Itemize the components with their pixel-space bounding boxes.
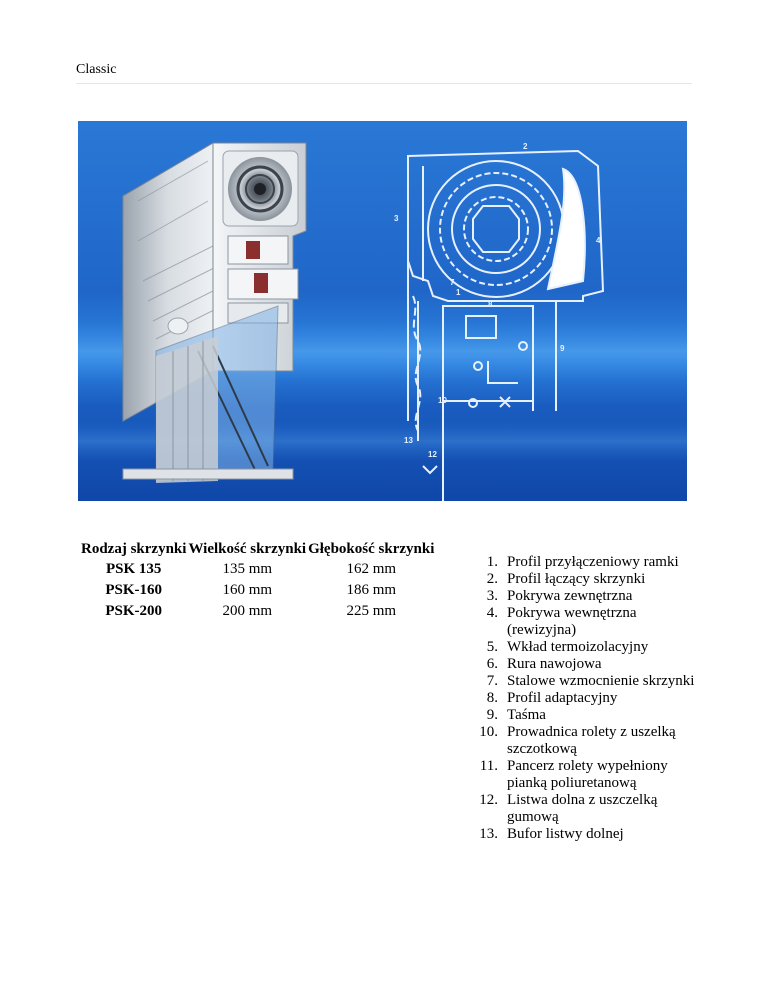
list-label: Profil łączący skrzynki xyxy=(507,571,646,587)
list-item xyxy=(470,588,702,605)
list-item xyxy=(470,792,702,826)
list-number: 10. xyxy=(479,724,498,740)
page-header: Classic xyxy=(76,62,117,77)
list-number: 8. xyxy=(486,690,498,706)
list-item xyxy=(470,673,702,690)
callout-12: 12 xyxy=(428,450,437,459)
list-item xyxy=(470,758,702,792)
list-label: Bufor listwy dolnej xyxy=(507,826,624,842)
table-cell: PSK 135 xyxy=(106,561,162,577)
callout-2: 2 xyxy=(523,142,528,151)
callout-3: 3 xyxy=(394,214,399,223)
list-item xyxy=(470,571,702,588)
table-cell: 135 mm xyxy=(222,561,273,577)
table-cell: 162 mm xyxy=(346,561,397,577)
list-label: Stalowe wzmocnienie skrzynki xyxy=(507,673,695,689)
list-label: Pokrywa wewnętrzna (rewizyjna) xyxy=(507,605,637,638)
list-number: 12. xyxy=(479,792,498,808)
list-item xyxy=(470,826,702,843)
list-number: 11. xyxy=(479,758,498,774)
list-label: Pokrywa zewnętrzna xyxy=(507,588,633,604)
table-row xyxy=(80,581,435,602)
callout-1: 1 xyxy=(456,288,461,297)
list-label: Pancerz rolety wypełniony pianką poliuretanową xyxy=(507,758,668,791)
roller-shutter-image xyxy=(78,121,687,501)
box-spec-table xyxy=(80,541,435,623)
callout-4: 4 xyxy=(596,236,601,245)
list-label: Wkład termoizolacyjny xyxy=(507,639,649,655)
list-number: 4. xyxy=(486,605,498,621)
callout-10: 10 xyxy=(438,396,447,405)
table-cell: 160 mm xyxy=(222,582,273,598)
table-row xyxy=(80,560,435,581)
table-cell: 186 mm xyxy=(346,582,397,598)
list-item xyxy=(470,707,702,724)
table-row xyxy=(80,602,435,623)
list-item xyxy=(470,656,702,673)
list-number: 13. xyxy=(479,826,498,842)
list-number: 9. xyxy=(486,707,498,723)
callout-7: 7 xyxy=(450,278,455,287)
list-number: 7. xyxy=(486,673,498,689)
table-header-row xyxy=(80,541,435,560)
callout-13: 13 xyxy=(404,436,413,445)
callout-9: 9 xyxy=(560,344,565,353)
list-number: 2. xyxy=(486,571,498,587)
list-item xyxy=(470,605,702,639)
list-number: 5. xyxy=(486,639,498,655)
list-item xyxy=(470,639,702,656)
list-item xyxy=(470,724,702,758)
column-header: Głębokość skrzynki xyxy=(308,541,435,557)
table-cell: PSK-160 xyxy=(105,582,163,598)
list-label: Profil przyłączeniowy ramki xyxy=(507,554,679,570)
list-label: Listwa dolna z uszczelką gumową xyxy=(507,792,658,825)
column-header: Rodzaj skrzynki xyxy=(81,541,187,557)
column-header: Wielkość skrzynki xyxy=(188,541,307,557)
list-number: 1. xyxy=(486,554,498,570)
list-label: Rura nawojowa xyxy=(507,656,602,672)
list-label: Prowadnica rolety z uszelką szczotkową xyxy=(507,724,676,757)
list-item xyxy=(470,554,702,571)
header-divider xyxy=(76,83,692,84)
list-label: Profil adaptacyjny xyxy=(507,690,618,706)
parts-list xyxy=(470,554,702,843)
table-cell: PSK-200 xyxy=(105,603,163,619)
list-number: 6. xyxy=(486,656,498,672)
list-label: Taśma xyxy=(507,707,546,723)
list-number: 3. xyxy=(486,588,498,604)
table-cell: 225 mm xyxy=(346,603,397,619)
table-cell: 200 mm xyxy=(222,603,273,619)
list-item xyxy=(470,690,702,707)
callout-8: 8 xyxy=(488,300,493,309)
